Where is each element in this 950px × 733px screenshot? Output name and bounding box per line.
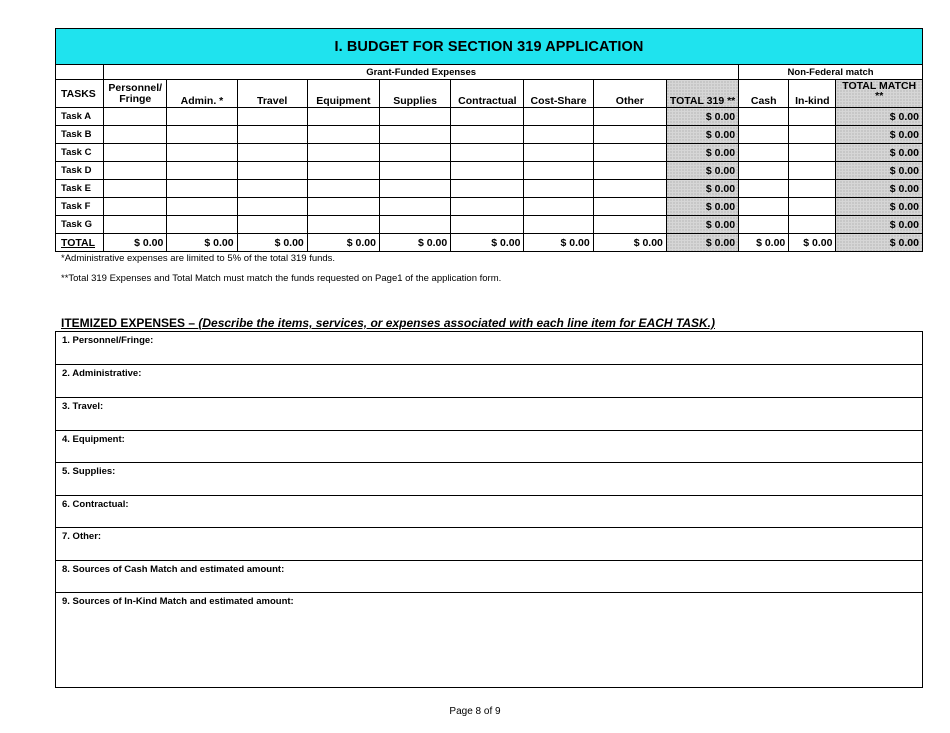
table-row (56, 180, 923, 198)
cash-cell[interactable] (739, 180, 789, 198)
inkind-cell[interactable] (789, 108, 836, 126)
col-personnel (104, 80, 167, 108)
admin-cell[interactable] (167, 216, 237, 234)
equipment-cell[interactable] (307, 144, 379, 162)
itemized-cash-match-field[interactable] (56, 561, 922, 593)
equipment-cell[interactable] (307, 198, 379, 216)
cash-cell[interactable] (739, 108, 789, 126)
col-supplies: Supplies (380, 80, 451, 108)
total-cost-share: $ 0.00 (524, 234, 593, 252)
travel-cell[interactable] (237, 108, 307, 126)
admin-cell[interactable] (167, 180, 237, 198)
table-row (56, 126, 923, 144)
inkind-cell[interactable] (789, 126, 836, 144)
total319-cell: $ 0.00 (666, 162, 738, 180)
itemized-travel-field[interactable] (56, 398, 922, 431)
itemized-inkind-match-field[interactable] (56, 593, 922, 687)
col-total319: TOTAL 319 ** (666, 80, 738, 108)
table-row (56, 198, 923, 216)
contractual-cell[interactable] (451, 216, 524, 234)
contractual-cell[interactable] (451, 108, 524, 126)
personnel-cell[interactable] (104, 216, 167, 234)
other-cell[interactable] (593, 108, 666, 126)
total-label: TOTAL (56, 234, 104, 252)
supplies-cell[interactable] (380, 144, 451, 162)
cost-share-cell[interactable] (524, 216, 593, 234)
cost-share-cell[interactable] (524, 126, 593, 144)
itemized-cash-match-label: 8. Sources of Cash Match and estimated amount: (62, 564, 285, 575)
admin-cell[interactable] (167, 108, 237, 126)
task-label: Task D (56, 162, 104, 180)
budget-title (56, 29, 923, 65)
total-total-match: $ 0.00 (836, 234, 923, 252)
cash-cell[interactable] (739, 126, 789, 144)
supplies-cell[interactable] (380, 126, 451, 144)
total-match-cell: $ 0.00 (836, 108, 923, 126)
cash-cell[interactable] (739, 162, 789, 180)
contractual-cell[interactable] (451, 144, 524, 162)
table-row (56, 162, 923, 180)
budget-table (55, 28, 923, 252)
task-label: Task A (56, 108, 104, 126)
cost-share-cell[interactable] (524, 162, 593, 180)
total-contractual: $ 0.00 (451, 234, 524, 252)
table-row (56, 216, 923, 234)
total-inkind: $ 0.00 (789, 234, 836, 252)
supplies-cell[interactable] (380, 216, 451, 234)
itemized-expenses-box (55, 331, 923, 688)
group-blank-cell (56, 65, 104, 80)
col-contractual: Contractual (451, 80, 524, 108)
equipment-cell[interactable] (307, 216, 379, 234)
itemized-supplies-field[interactable] (56, 463, 922, 496)
personnel-cell[interactable] (104, 180, 167, 198)
supplies-cell[interactable] (380, 108, 451, 126)
total-match-note: **Total 319 Expenses and Total Match must match the funds requested on Page1 of the application form. (61, 273, 502, 284)
total-row (56, 234, 923, 252)
admin-cell[interactable] (167, 126, 237, 144)
personnel-cell[interactable] (104, 198, 167, 216)
equipment-cell[interactable] (307, 162, 379, 180)
total319-cell: $ 0.00 (666, 144, 738, 162)
col-inkind: In-kind (789, 80, 836, 108)
contractual-cell[interactable] (451, 126, 524, 144)
travel-cell[interactable] (237, 216, 307, 234)
itemized-other-field[interactable] (56, 528, 922, 561)
col-total-match (836, 80, 923, 108)
personnel-cell[interactable] (104, 108, 167, 126)
total-supplies: $ 0.00 (380, 234, 451, 252)
personnel-cell[interactable] (104, 144, 167, 162)
travel-cell[interactable] (237, 144, 307, 162)
cost-share-cell[interactable] (524, 108, 593, 126)
itemized-administrative-label: 2. Administrative: (62, 368, 142, 379)
total-match-cell: $ 0.00 (836, 180, 923, 198)
other-cell[interactable] (593, 144, 666, 162)
total-equipment: $ 0.00 (307, 234, 379, 252)
travel-cell[interactable] (237, 180, 307, 198)
task-label: Task E (56, 180, 104, 198)
travel-cell[interactable] (237, 198, 307, 216)
task-label: Task G (56, 216, 104, 234)
itemized-other-label: 7. Other: (62, 531, 102, 542)
personnel-cell[interactable] (104, 162, 167, 180)
other-cell[interactable] (593, 180, 666, 198)
col-personnel-line1: Personnel/ (108, 81, 163, 94)
task-label: Task B (56, 126, 104, 144)
task-label: Task F (56, 198, 104, 216)
itemized-inkind-match-label: 9. Sources of In-Kind Match and estimated amount: (62, 596, 294, 607)
contractual-cell[interactable] (451, 180, 524, 198)
supplies-cell[interactable] (380, 180, 451, 198)
itemized-equipment-label: 4. Equipment: (62, 434, 125, 445)
supplies-cell[interactable] (380, 162, 451, 180)
inkind-cell[interactable] (789, 216, 836, 234)
total-match-cell: $ 0.00 (836, 162, 923, 180)
itemized-heading (61, 316, 715, 330)
col-total-match-line1: TOTAL MATCH (842, 80, 917, 92)
col-cost-share: Cost-Share (524, 80, 593, 108)
admin-cell[interactable] (167, 162, 237, 180)
inkind-cell[interactable] (789, 162, 836, 180)
itemized-contractual-field[interactable] (56, 496, 922, 528)
total-match-cell: $ 0.00 (836, 198, 923, 216)
other-cell[interactable] (593, 216, 666, 234)
col-tasks: TASKS (56, 80, 104, 108)
total319-cell: $ 0.00 (666, 216, 738, 234)
itemized-personnel-field[interactable] (56, 332, 922, 365)
table-row (56, 144, 923, 162)
inkind-cell[interactable] (789, 144, 836, 162)
contractual-cell[interactable] (451, 162, 524, 180)
col-personnel-line2: Fringe (119, 92, 152, 105)
budget-title-text: I. BUDGET FOR SECTION 319 APPLICATION (334, 38, 644, 55)
page-number: Page 8 of 9 (449, 706, 501, 717)
itemized-personnel-label: 1. Personnel/Fringe: (62, 335, 154, 346)
cash-cell[interactable] (739, 216, 789, 234)
col-cash: Cash (739, 80, 789, 108)
total-other: $ 0.00 (593, 234, 666, 252)
equipment-cell[interactable] (307, 108, 379, 126)
itemized-travel-label: 3. Travel: (62, 401, 104, 412)
itemized-contractual-label: 6. Contractual: (62, 499, 129, 510)
cash-cell[interactable] (739, 144, 789, 162)
non-federal-header: Non-Federal match (739, 65, 923, 80)
grant-funded-header: Grant-Funded Expenses (104, 65, 739, 80)
travel-cell[interactable] (237, 126, 307, 144)
task-label: Task C (56, 144, 104, 162)
itemized-supplies-label: 5. Supplies: (62, 466, 116, 477)
itemized-equipment-field[interactable] (56, 431, 922, 463)
col-other: Other (593, 80, 666, 108)
total-total319: $ 0.00 (666, 234, 738, 252)
itemized-administrative-field[interactable] (56, 365, 922, 398)
contractual-cell[interactable] (451, 198, 524, 216)
cost-share-cell[interactable] (524, 180, 593, 198)
total-match-cell: $ 0.00 (836, 144, 923, 162)
admin-cell[interactable] (167, 198, 237, 216)
total-personnel: $ 0.00 (104, 234, 167, 252)
supplies-cell[interactable] (380, 198, 451, 216)
total-match-cell: $ 0.00 (836, 216, 923, 234)
equipment-cell[interactable] (307, 126, 379, 144)
col-total-match-line2: ** (875, 90, 884, 102)
total319-cell: $ 0.00 (666, 180, 738, 198)
total-match-cell: $ 0.00 (836, 126, 923, 144)
travel-cell[interactable] (237, 162, 307, 180)
personnel-cell[interactable] (104, 126, 167, 144)
inkind-cell[interactable] (789, 180, 836, 198)
cash-cell[interactable] (739, 198, 789, 216)
col-travel: Travel (237, 80, 307, 108)
admin-cell[interactable] (167, 144, 237, 162)
col-equipment: Equipment (307, 80, 379, 108)
total319-cell: $ 0.00 (666, 126, 738, 144)
col-admin: Admin. * (167, 80, 237, 108)
total-admin: $ 0.00 (167, 234, 237, 252)
itemized-heading-italic: (Describe the items, services, or expenses associated with each line item for EACH TASK.) (198, 316, 716, 330)
total319-cell: $ 0.00 (666, 108, 738, 126)
equipment-cell[interactable] (307, 180, 379, 198)
other-cell[interactable] (593, 126, 666, 144)
table-row (56, 108, 923, 126)
total319-cell: $ 0.00 (666, 198, 738, 216)
inkind-cell[interactable] (789, 198, 836, 216)
itemized-heading-plain: ITEMIZED EXPENSES – (61, 316, 199, 330)
cost-share-cell[interactable] (524, 198, 593, 216)
admin-limit-note: *Administrative expenses are limited to 5% of the total 319 funds. (61, 253, 336, 264)
other-cell[interactable] (593, 198, 666, 216)
other-cell[interactable] (593, 162, 666, 180)
task-rows (56, 108, 923, 252)
total-cash: $ 0.00 (739, 234, 789, 252)
total-travel: $ 0.00 (237, 234, 307, 252)
cost-share-cell[interactable] (524, 144, 593, 162)
